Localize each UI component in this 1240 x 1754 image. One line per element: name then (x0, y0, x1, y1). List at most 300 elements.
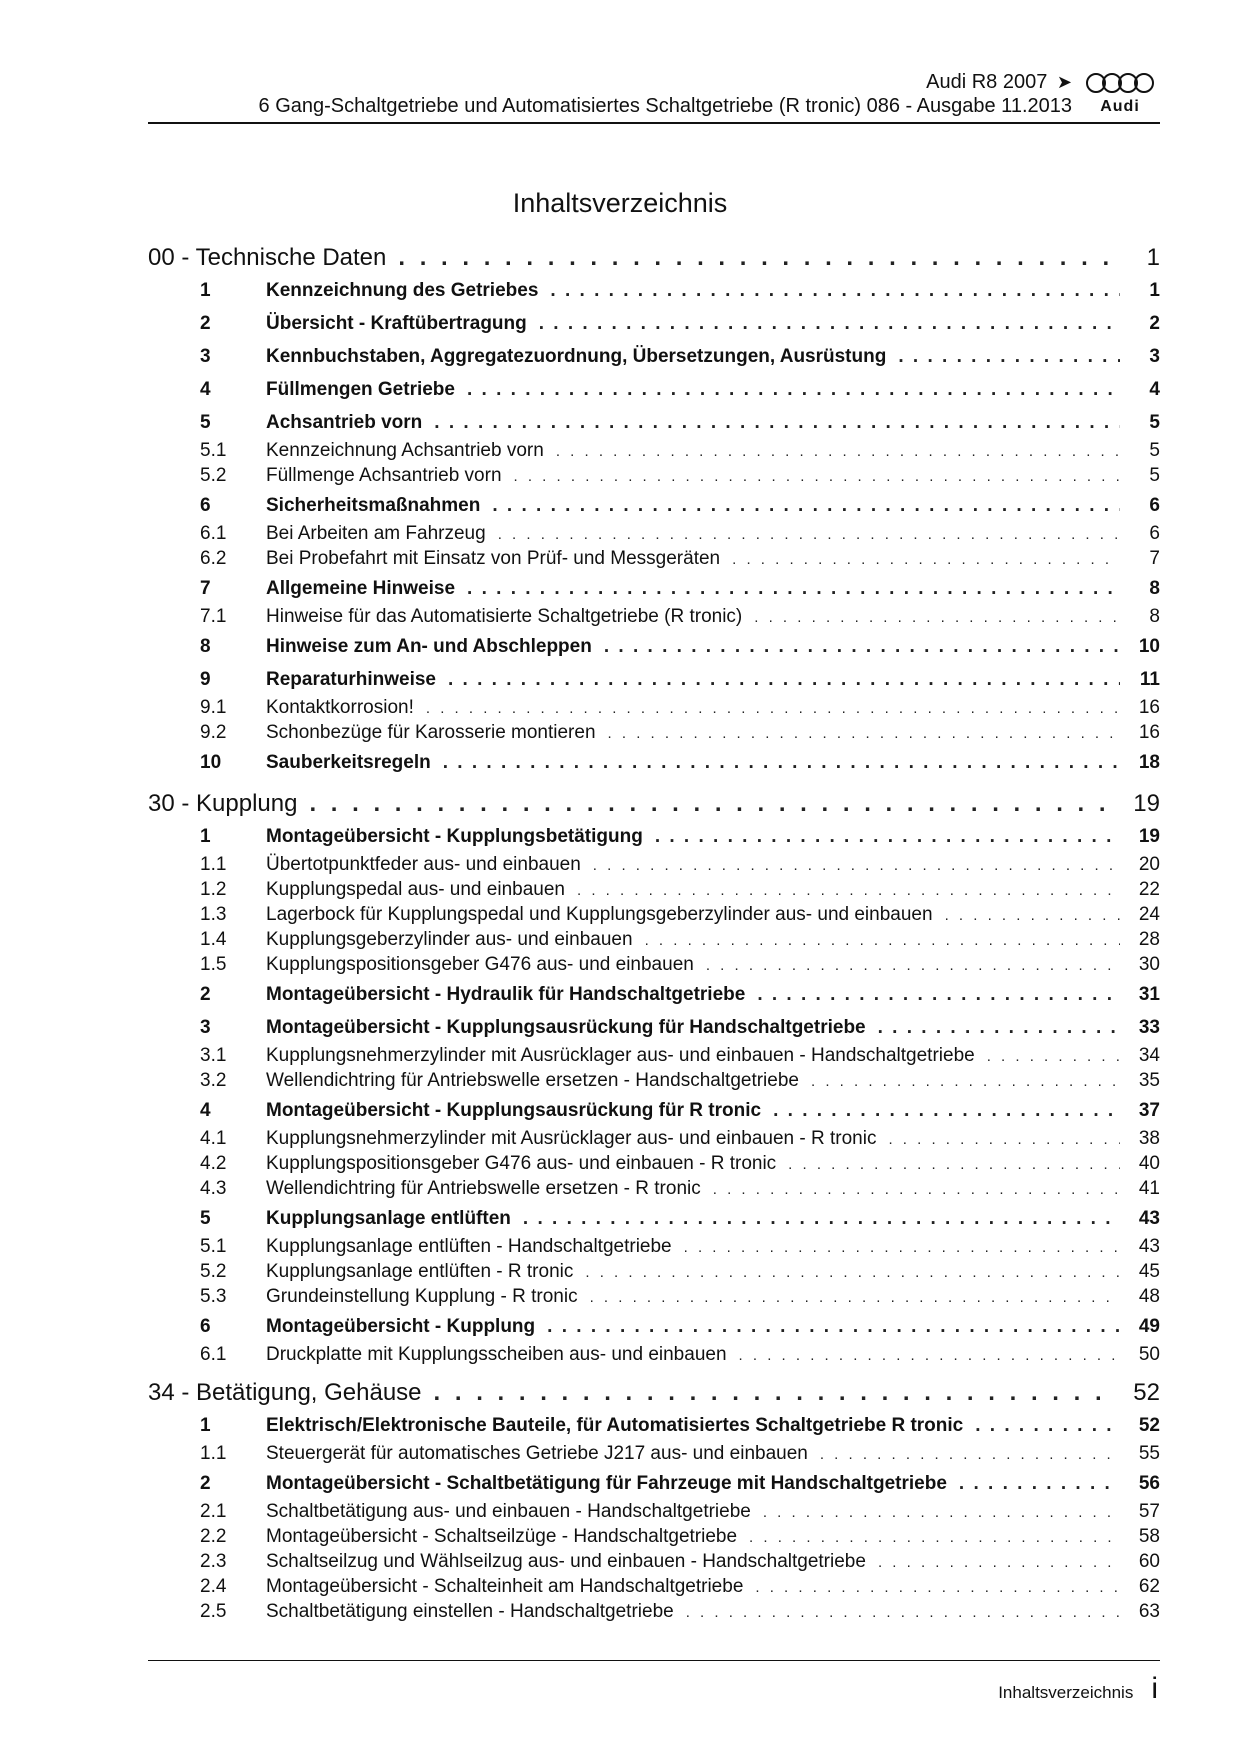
toc-number: 2.1 (200, 1501, 227, 1522)
toc-page: 38 (1138, 1128, 1160, 1149)
toc-subsection[interactable] (148, 720, 1160, 745)
dot-leader (788, 1152, 1120, 1177)
toc-entry (266, 902, 1160, 928)
toc-subsection[interactable] (148, 1342, 1160, 1367)
toc-number: 9.2 (200, 722, 227, 743)
toc-title: Montageübersicht - Kupplungsausrückung für Handschaltgetriebe (266, 1017, 866, 1038)
toc-title: Füllmenge Achsantrieb vorn (266, 465, 502, 486)
toc-entry (266, 748, 1160, 778)
toc-page: 1 (1149, 280, 1160, 301)
toc-page: 8 (1149, 578, 1160, 599)
toc-title: Übersicht - Kraftübertragung (266, 313, 527, 334)
toc-number: 4 (200, 1100, 211, 1121)
toc-page: 1 (1146, 244, 1160, 271)
toc-page: 6 (1149, 495, 1160, 516)
dot-leader (888, 1127, 1120, 1152)
toc-page: 30 (1138, 954, 1160, 975)
toc-subsection[interactable] (148, 1599, 1160, 1624)
toc-entry (266, 1126, 1160, 1152)
toc-subsection[interactable] (148, 1126, 1160, 1151)
toc-number: 5.1 (200, 440, 227, 461)
toc-page: 58 (1138, 1526, 1160, 1547)
toc-number: 2 (200, 1473, 211, 1494)
toc-section[interactable] (148, 632, 1160, 662)
toc-entry (266, 1469, 1160, 1499)
toc-title: Bei Probefahrt mit Einsatz von Prüf- und Messgeräten (266, 548, 721, 569)
dot-leader (878, 1550, 1120, 1575)
toc-title: Kupplungspedal aus- und einbauen (266, 879, 565, 900)
page-title: Inhaltsverzeichnis (512, 188, 728, 219)
toc-number: 5.1 (200, 1236, 227, 1257)
dot-leader (755, 1575, 1120, 1600)
toc-title: Achsantrieb vorn (266, 412, 423, 433)
toc-page: 52 (1133, 1379, 1160, 1406)
toc-page: 7 (1149, 548, 1160, 569)
toc-title: Bei Arbeiten am Fahrzeug (266, 523, 486, 544)
toc-number: 1 (200, 280, 211, 301)
toc-section[interactable] (148, 665, 1160, 695)
dot-leader (987, 1044, 1120, 1069)
toc-entry (266, 877, 1160, 903)
audi-logo (1080, 72, 1160, 122)
toc-page: 5 (1149, 465, 1160, 486)
toc-number: 2.2 (200, 1526, 227, 1547)
dot-leader (706, 953, 1120, 978)
toc-number: 3.1 (200, 1045, 227, 1066)
toc-title: Schaltseilzug und Wählseilzug aus- und einbauen - Handschaltgetriebe (266, 1551, 866, 1572)
toc-title: Sicherheitsmaßnahmen (266, 495, 481, 516)
toc-title: Übertotpunktfeder aus- und einbauen (266, 854, 581, 875)
toc-entry (266, 1524, 1160, 1550)
toc-number: 3 (200, 1017, 211, 1038)
toc-number: 2.5 (200, 1601, 227, 1622)
toc-title: 30 - Kupplung (148, 790, 298, 817)
toc-section[interactable] (148, 1469, 1160, 1499)
toc-number: 1.1 (200, 854, 227, 875)
toc-entry (266, 1549, 1160, 1575)
toc-title: Füllmengen Getriebe (266, 379, 455, 400)
toc-number: 2.4 (200, 1576, 227, 1597)
toc-section[interactable] (148, 822, 1160, 852)
dot-leader (773, 1096, 1120, 1126)
toc-number: 7 (200, 578, 211, 599)
toc-entry (266, 604, 1160, 630)
toc-entry (266, 1068, 1160, 1094)
toc-section[interactable] (148, 1411, 1160, 1441)
toc-title: Druckplatte mit Kupplungsscheiben aus- und einbauen (266, 1344, 727, 1365)
toc-section[interactable] (148, 309, 1160, 339)
dot-leader (492, 491, 1120, 521)
toc-entry (266, 695, 1160, 721)
toc-title: 34 - Betätigung, Gehäuse (148, 1379, 422, 1406)
toc-page: 16 (1138, 722, 1160, 743)
toc-number: 10 (200, 752, 222, 773)
toc-page: 19 (1138, 826, 1160, 847)
header-rule (148, 122, 1160, 124)
dot-leader (608, 721, 1120, 746)
toc-section[interactable] (148, 491, 1160, 521)
toc-title: Montageübersicht - Schaltbetätigung für Fahrzeuge mit Handschaltgetriebe (266, 1473, 947, 1494)
toc-subsection[interactable] (148, 1259, 1160, 1284)
dot-leader (556, 439, 1120, 464)
toc-title: Sauberkeitsregeln (266, 752, 431, 773)
toc-title: Kupplungsnehmerzylinder mit Ausrücklager aus- und einbauen - Handschaltgetriebe (266, 1045, 975, 1066)
dot-leader (426, 696, 1120, 721)
toc-number: 1.3 (200, 904, 227, 925)
toc-number: 9.1 (200, 697, 227, 718)
toc-title: Kennzeichnung des Getriebes (266, 280, 539, 301)
toc-page: 28 (1138, 929, 1160, 950)
audi-wordmark: Audi (1100, 98, 1140, 115)
toc-section[interactable] (148, 1013, 1160, 1043)
toc-page: 6 (1149, 523, 1160, 544)
toc-page: 55 (1138, 1443, 1160, 1464)
toc-number: 1 (200, 1415, 211, 1436)
toc-subsection[interactable] (148, 521, 1160, 546)
toc-page: 33 (1138, 1017, 1160, 1038)
toc-page: 31 (1138, 984, 1160, 1005)
toc-entry (266, 1499, 1160, 1525)
toc-number: 1.1 (200, 1443, 227, 1464)
table-of-contents (148, 240, 1160, 1624)
dot-leader (590, 1285, 1120, 1310)
toc-entry (266, 574, 1160, 604)
toc-entry (266, 375, 1160, 405)
toc-subsection[interactable] (148, 1234, 1160, 1259)
toc-number: 5.2 (200, 465, 227, 486)
toc-entry (266, 276, 1160, 306)
toc-number: 8 (200, 636, 211, 657)
dot-leader (945, 903, 1120, 928)
toc-subsection[interactable] (148, 877, 1160, 902)
dot-leader (547, 1312, 1120, 1342)
footer-rule (148, 1660, 1160, 1661)
toc-title: Kupplungsanlage entlüften - Handschaltgetriebe (266, 1236, 672, 1257)
toc-title: Lagerbock für Kupplungspedal und Kupplungsgeberzylinder aus- und einbauen (266, 904, 933, 925)
toc-subsection[interactable] (148, 463, 1160, 488)
toc-section[interactable] (148, 1096, 1160, 1126)
toc-page: 50 (1138, 1344, 1160, 1365)
toc-entry (266, 1411, 1160, 1441)
toc-page: 24 (1138, 904, 1160, 925)
toc-page: 11 (1139, 669, 1160, 690)
toc-entry (266, 1342, 1160, 1368)
toc-entry (148, 786, 1160, 822)
toc-page: 60 (1138, 1551, 1160, 1572)
toc-subsection[interactable] (148, 1151, 1160, 1176)
toc-title: Reparaturhinweise (266, 669, 436, 690)
toc-number: 7.1 (200, 606, 227, 627)
toc-entry (266, 1096, 1160, 1126)
dot-leader (645, 928, 1120, 953)
dot-leader (732, 547, 1120, 572)
dot-leader (655, 822, 1120, 852)
toc-page: 56 (1138, 1473, 1160, 1494)
toc-chapter[interactable] (148, 1375, 1160, 1411)
toc-title: Montageübersicht - Hydraulik für Handschaltgetriebe (266, 984, 746, 1005)
toc-title: Kupplungsnehmerzylinder mit Ausrücklager aus- und einbauen - R tronic (266, 1128, 877, 1149)
toc-number: 3 (200, 346, 211, 367)
toc-number: 6 (200, 495, 211, 516)
toc-title: Kupplungsgeberzylinder aus- und einbauen (266, 929, 633, 950)
toc-subsection[interactable] (148, 1284, 1160, 1309)
toc-number: 5 (200, 1208, 211, 1229)
toc-number: 1 (200, 826, 211, 847)
dot-leader (434, 408, 1120, 438)
toc-number: 4.2 (200, 1153, 227, 1174)
toc-section[interactable] (148, 375, 1160, 405)
toc-number: 6.1 (200, 523, 227, 544)
dot-leader (514, 464, 1120, 489)
page-header (148, 70, 1160, 122)
dot-leader (754, 605, 1120, 630)
toc-subsection[interactable] (148, 1441, 1160, 1466)
toc-page: 19 (1133, 790, 1160, 817)
toc-subsection[interactable] (148, 1176, 1160, 1201)
toc-page: 40 (1138, 1153, 1160, 1174)
toc-page: 4 (1149, 379, 1160, 400)
header-model (259, 70, 1072, 94)
toc-subsection[interactable] (148, 902, 1160, 927)
toc-page: 34 (1138, 1045, 1160, 1066)
toc-number: 2 (200, 313, 211, 334)
toc-subsection[interactable] (148, 438, 1160, 463)
toc-title: Steuergerät für automatisches Getriebe J217 aus- und einbauen (266, 1443, 808, 1464)
toc-page: 41 (1138, 1178, 1160, 1199)
toc-page: 45 (1138, 1261, 1160, 1282)
toc-title: Kennbuchstaben, Aggregatezuordnung, Übersetzungen, Ausrüstung (266, 346, 887, 367)
toc-page: 2 (1149, 313, 1160, 334)
toc-entry (266, 1574, 1160, 1600)
header-model-text: Audi R8 2007 (926, 71, 1048, 93)
toc-title: Montageübersicht - Kupplung (266, 1316, 536, 1337)
toc-title: Kupplungspositionsgeber G476 aus- und einbauen - R tronic (266, 1153, 777, 1174)
toc-number: 6 (200, 1316, 211, 1337)
dot-leader (443, 748, 1120, 778)
toc-entry (266, 1043, 1160, 1069)
toc-section[interactable] (148, 342, 1160, 372)
toc-section[interactable] (148, 1312, 1160, 1342)
dot-leader (539, 309, 1120, 339)
toc-subsection[interactable] (148, 1499, 1160, 1524)
toc-subsection[interactable] (148, 927, 1160, 952)
toc-entry (266, 1151, 1160, 1177)
dot-leader (686, 1600, 1120, 1625)
toc-number: 5 (200, 412, 211, 433)
header-text (259, 70, 1072, 118)
toc-page: 57 (1138, 1501, 1160, 1522)
footer-label: Inhaltsverzeichnis (998, 1683, 1134, 1702)
toc-title: Montageübersicht - Kupplungsausrückung für R tronic (266, 1100, 762, 1121)
toc-title: Kennzeichnung Achsantrieb vorn (266, 440, 544, 461)
toc-title: Kupplungsanlage entlüften (266, 1208, 511, 1229)
toc-title: Kontaktkorrosion! (266, 697, 414, 718)
toc-page: 5 (1149, 440, 1160, 461)
toc-page: 49 (1138, 1316, 1160, 1337)
toc-title: Wellendichtring für Antriebswelle ersetzen - R tronic (266, 1178, 701, 1199)
toc-subsection[interactable] (148, 695, 1160, 720)
toc-number: 3.2 (200, 1070, 227, 1091)
toc-number: 5.2 (200, 1261, 227, 1282)
toc-subsection[interactable] (148, 1524, 1160, 1549)
dot-leader (820, 1442, 1120, 1467)
toc-page: 3 (1149, 346, 1160, 367)
toc-entry (266, 309, 1160, 339)
dot-leader (763, 1500, 1120, 1525)
toc-page: 48 (1138, 1286, 1160, 1307)
toc-entry (266, 632, 1160, 662)
toc-page: 18 (1138, 752, 1160, 773)
dot-leader (498, 522, 1120, 547)
dot-leader (467, 375, 1120, 405)
toc-section[interactable] (148, 1204, 1160, 1234)
toc-subsection[interactable] (148, 1574, 1160, 1599)
toc-entry (266, 1204, 1160, 1234)
toc-title: Schonbezüge für Karosserie montieren (266, 722, 596, 743)
toc-title: 00 - Technische Daten (148, 244, 387, 271)
toc-title: Wellendichtring für Antriebswelle ersetzen - Handschaltgetriebe (266, 1070, 799, 1091)
toc-number: 9 (200, 669, 211, 690)
dot-leader (577, 878, 1120, 903)
toc-entry (266, 720, 1160, 746)
dot-leader (739, 1343, 1120, 1368)
page-number: i (1151, 1672, 1158, 1705)
dot-leader (811, 1069, 1120, 1094)
header-subtitle: 6 Gang-Schaltgetriebe und Automatisiertes Schaltgetriebe (R tronic) 086 - Ausgabe 11.2013 (258, 95, 1072, 117)
dot-leader (749, 1525, 1120, 1550)
toc-number: 5.3 (200, 1286, 227, 1307)
toc-chapter[interactable] (148, 786, 1160, 822)
toc-title: Montageübersicht - Kupplungsbetätigung (266, 826, 643, 847)
toc-entry (266, 521, 1160, 547)
toc-number: 4.3 (200, 1178, 227, 1199)
toc-subsection[interactable] (148, 852, 1160, 877)
toc-chapter[interactable] (148, 240, 1160, 276)
toc-section[interactable] (148, 748, 1160, 778)
toc-subsection[interactable] (148, 1068, 1160, 1093)
toc-title: Schaltbetätigung einstellen - Handschaltgetriebe (266, 1601, 674, 1622)
dot-leader (585, 1260, 1120, 1285)
toc-number: 1.4 (200, 929, 227, 950)
toc-entry (266, 1176, 1160, 1202)
toc-number: 2.3 (200, 1551, 227, 1572)
dot-leader (959, 1469, 1120, 1499)
toc-page: 37 (1138, 1100, 1160, 1121)
dot-leader (448, 665, 1120, 695)
dot-leader (398, 240, 1110, 276)
toc-entry (266, 927, 1160, 953)
toc-section[interactable] (148, 574, 1160, 604)
toc-title: Kupplungsanlage entlüften - R tronic (266, 1261, 574, 1282)
toc-page: 35 (1138, 1070, 1160, 1091)
audi-rings-icon (1084, 72, 1156, 94)
toc-entry (266, 665, 1160, 695)
toc-entry (266, 852, 1160, 878)
toc-title: Elektrisch/Elektronische Bauteile, für Automatisiertes Schaltgetriebe R tronic (266, 1415, 964, 1436)
toc-entry (266, 980, 1160, 1010)
toc-page: 52 (1138, 1415, 1160, 1436)
toc-subsection[interactable] (148, 952, 1160, 977)
dot-leader (713, 1177, 1120, 1202)
toc-subsection[interactable] (148, 604, 1160, 629)
toc-section[interactable] (148, 276, 1160, 306)
toc-entry (266, 491, 1160, 521)
toc-page: 5 (1149, 412, 1160, 433)
toc-title: Kupplungspositionsgeber G476 aus- und einbauen (266, 954, 694, 975)
toc-number: 6.2 (200, 548, 227, 569)
toc-entry (266, 1013, 1160, 1043)
toc-page: 8 (1149, 606, 1160, 627)
toc-entry (266, 822, 1160, 852)
toc-title: Allgemeine Hinweise (266, 578, 456, 599)
toc-number: 4.1 (200, 1128, 227, 1149)
toc-page: 16 (1138, 697, 1160, 718)
toc-title: Hinweise zum An- und Abschleppen (266, 636, 592, 657)
toc-entry (148, 240, 1160, 276)
toc-number: 1.2 (200, 879, 227, 900)
toc-entry (266, 1259, 1160, 1285)
toc-page: 62 (1138, 1576, 1160, 1597)
toc-page: 43 (1138, 1208, 1160, 1229)
toc-number: 2 (200, 984, 211, 1005)
toc-entry (148, 1375, 1160, 1411)
toc-entry (266, 438, 1160, 464)
dot-leader (434, 1375, 1110, 1411)
page-footer (998, 1672, 1158, 1706)
toc-page: 22 (1138, 879, 1160, 900)
toc-entry (266, 546, 1160, 572)
toc-entry (266, 1234, 1160, 1260)
toc-entry (266, 1441, 1160, 1467)
toc-title: Grundeinstellung Kupplung - R tronic (266, 1286, 578, 1307)
toc-entry (266, 408, 1160, 438)
toc-number: 4 (200, 379, 211, 400)
toc-entry (266, 1312, 1160, 1342)
toc-subsection[interactable] (148, 1043, 1160, 1068)
toc-title: Hinweise für das Automatisierte Schaltgetriebe (R tronic) (266, 606, 743, 627)
dot-leader (975, 1411, 1120, 1441)
toc-title: Montageübersicht - Schaltseilzüge - Handschaltgetriebe (266, 1526, 738, 1547)
toc-section[interactable] (148, 408, 1160, 438)
dot-leader (550, 276, 1120, 306)
toc-entry (266, 1284, 1160, 1310)
toc-number: 6.1 (200, 1344, 227, 1365)
dot-leader (757, 980, 1120, 1010)
toc-number: 1.5 (200, 954, 227, 975)
arrow-icon: ➤ (1056, 72, 1072, 92)
toc-entry (266, 463, 1160, 489)
toc-entry (266, 1599, 1160, 1625)
dot-leader (684, 1235, 1120, 1260)
toc-subsection[interactable] (148, 546, 1160, 571)
dot-leader (898, 342, 1120, 372)
dot-leader (878, 1013, 1120, 1043)
toc-page: 63 (1138, 1601, 1160, 1622)
dot-leader (604, 632, 1120, 662)
dot-leader (593, 853, 1120, 878)
dot-leader (523, 1204, 1120, 1234)
dot-leader (467, 574, 1120, 604)
toc-page: 20 (1138, 854, 1160, 875)
toc-entry (266, 342, 1160, 372)
toc-entry (266, 952, 1160, 978)
dot-leader (309, 786, 1110, 822)
toc-subsection[interactable] (148, 1549, 1160, 1574)
toc-title: Schaltbetätigung aus- und einbauen - Handschaltgetriebe (266, 1501, 751, 1522)
toc-page: 43 (1138, 1236, 1160, 1257)
toc-section[interactable] (148, 980, 1160, 1010)
toc-title: Montageübersicht - Schalteinheit am Handschaltgetriebe (266, 1576, 744, 1597)
